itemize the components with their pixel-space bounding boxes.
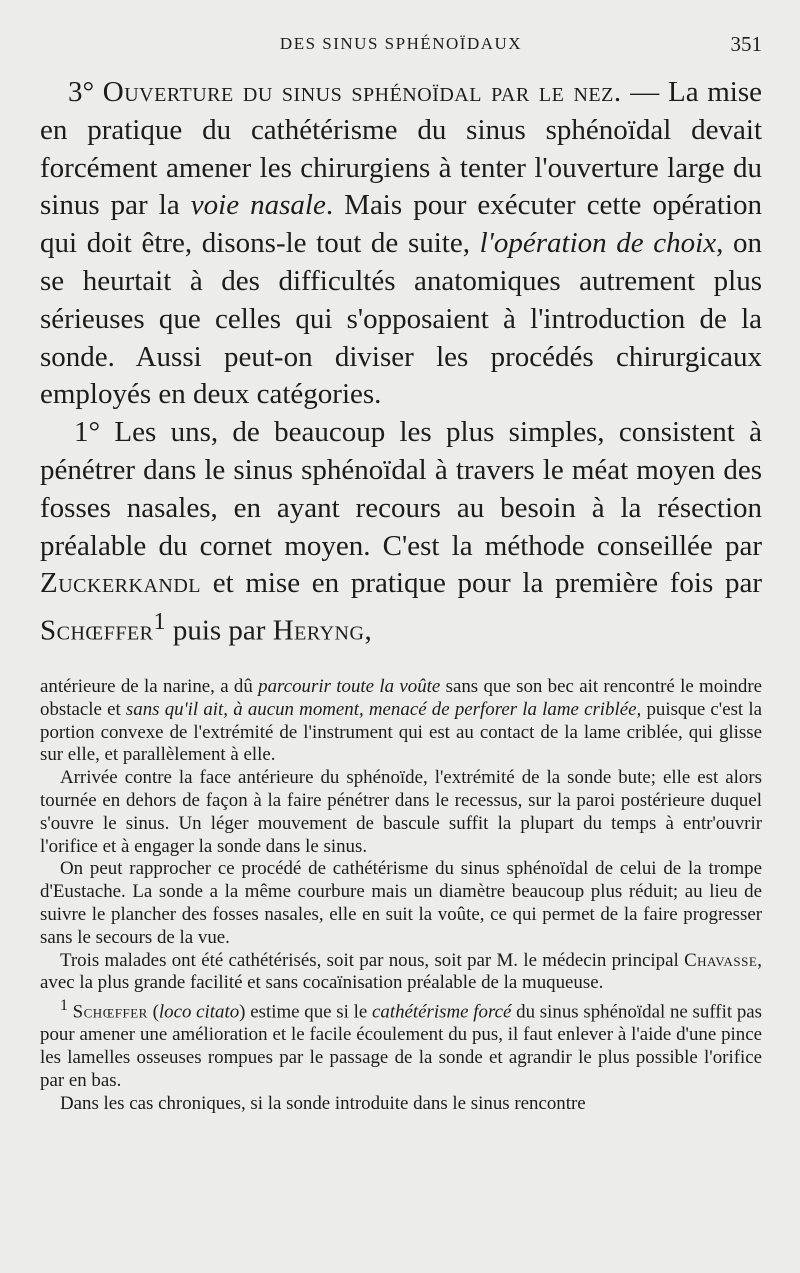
note-paragraph: Trois malades ont été cathétérisés, soit par nous, soit par M. le médecin principal Chavasse, avec la plus grande facilité et sans cocaïnisation préalable de la muqueuse.: [40, 949, 762, 994]
paragraph-section-3: 3° Ouverture du sinus sphénoïdal par le nez. — La mise en pratique du cathétérisme du sinus sphénoïdal devait forcément amener les chirurgiens à tenter l'ouverture large du sinus par la voie nasale. Mais pour exécuter cette opération qui doit être, disons-le tout de suite, l'opération de choix, on se heurtait à des difficultés anatomiques autrement plus sérieuses que celles qui s'opposaient à l'introduction de la sonde. Aussi peut-on diviser les procédés chirurgicaux employés en deux catégories.: [40, 76, 763, 411]
section-heading: Ouverture du sinus sphénoïdal par le nez.: [102, 76, 622, 108]
note-paragraph: Dans les cas chroniques, si la sonde introduite dans le sinus rencontre: [60, 1092, 586, 1114]
footnote-mark: 1: [60, 997, 68, 1015]
page-header: [40, 30, 762, 60]
paragraph-procedure-1: 1° Les uns, de beaucoup les plus simples, consistent à pénétrer dans le sinus sphénoïdal à travers le méat moyen des fosses nasales, en ayant recours au besoin à la résection préalable du cornet moyen. C'est la méthode conseillée par Zuckerkandl et mise en pratique pour la première fois par Schœffer$^1$ puis par Heryng,: [40, 416, 762, 647]
note-paragraph: Arrivée contre la face antérieure du sphénoïde, l'extrémité de la sonde bute; elle est alors tournée en dehors de façon à la faire pénétrer dans le recessus, sur la paroi postérieure duquel s'ouvre le sinus. Un léger mouvement de bascule suffit la plupart du temps à entr'ouvrir l'orifice et à engager la sonde dans le sinus.: [40, 767, 762, 857]
author-name: Schœffer: [72, 1001, 148, 1023]
author-name: Heryng: [272, 614, 365, 647]
emphasis: l'opération de choix: [479, 227, 717, 260]
note-paragraph: On peut rapprocher ce procédé de cathétérisme du sinus sphénoïdal de celui de la trompe d'Eustache. La sonde a la même courbure mais un diamètre beaucoup plus réduit; au lieu de suivre le plancher des fosses nasales, elle en suit la voûte, ce qui permet de la faire progresser sans le secours de la vue.: [40, 858, 762, 948]
running-title: DES SINUS SPHÉNOÏDAUX: [279, 34, 523, 53]
footnote-ref: 1: [153, 608, 166, 636]
footnote: $^1$ Schœffer (loco citato) estime que si le cathétérisme forcé du sinus sphénoïdal ne suffit pas pour amener une amélioration et le facile écoulement du pus, il faut enlever à l'aide d'une pince les lamelles osseuses rompues par le passage de la sonde et agrandir le plus possible l'orifice par en bas.: [40, 997, 762, 1091]
main-text: [40, 74, 762, 651]
page-number: 351: [730, 32, 762, 56]
notes-text: [40, 676, 762, 1115]
author-name: Chavasse: [684, 949, 758, 971]
section-number: 3°: [68, 76, 95, 108]
author-name: Zuckerkandl: [40, 567, 201, 600]
note-paragraph: antérieure de la narine, a dû parcourir toute la voûte sans que son bec ait rencontré le moindre obstacle et sans qu'il ait, à aucun moment, menacé de perforer la lame criblée, puisque c'est la portion convexe de l'extrémité de l'instrument qui est au contact de la lame criblée, qui glisse sur elle, et parallèlement à elle.: [40, 676, 763, 766]
emphasis: voie nasale: [190, 189, 326, 222]
author-name: Schœffer: [40, 614, 154, 647]
